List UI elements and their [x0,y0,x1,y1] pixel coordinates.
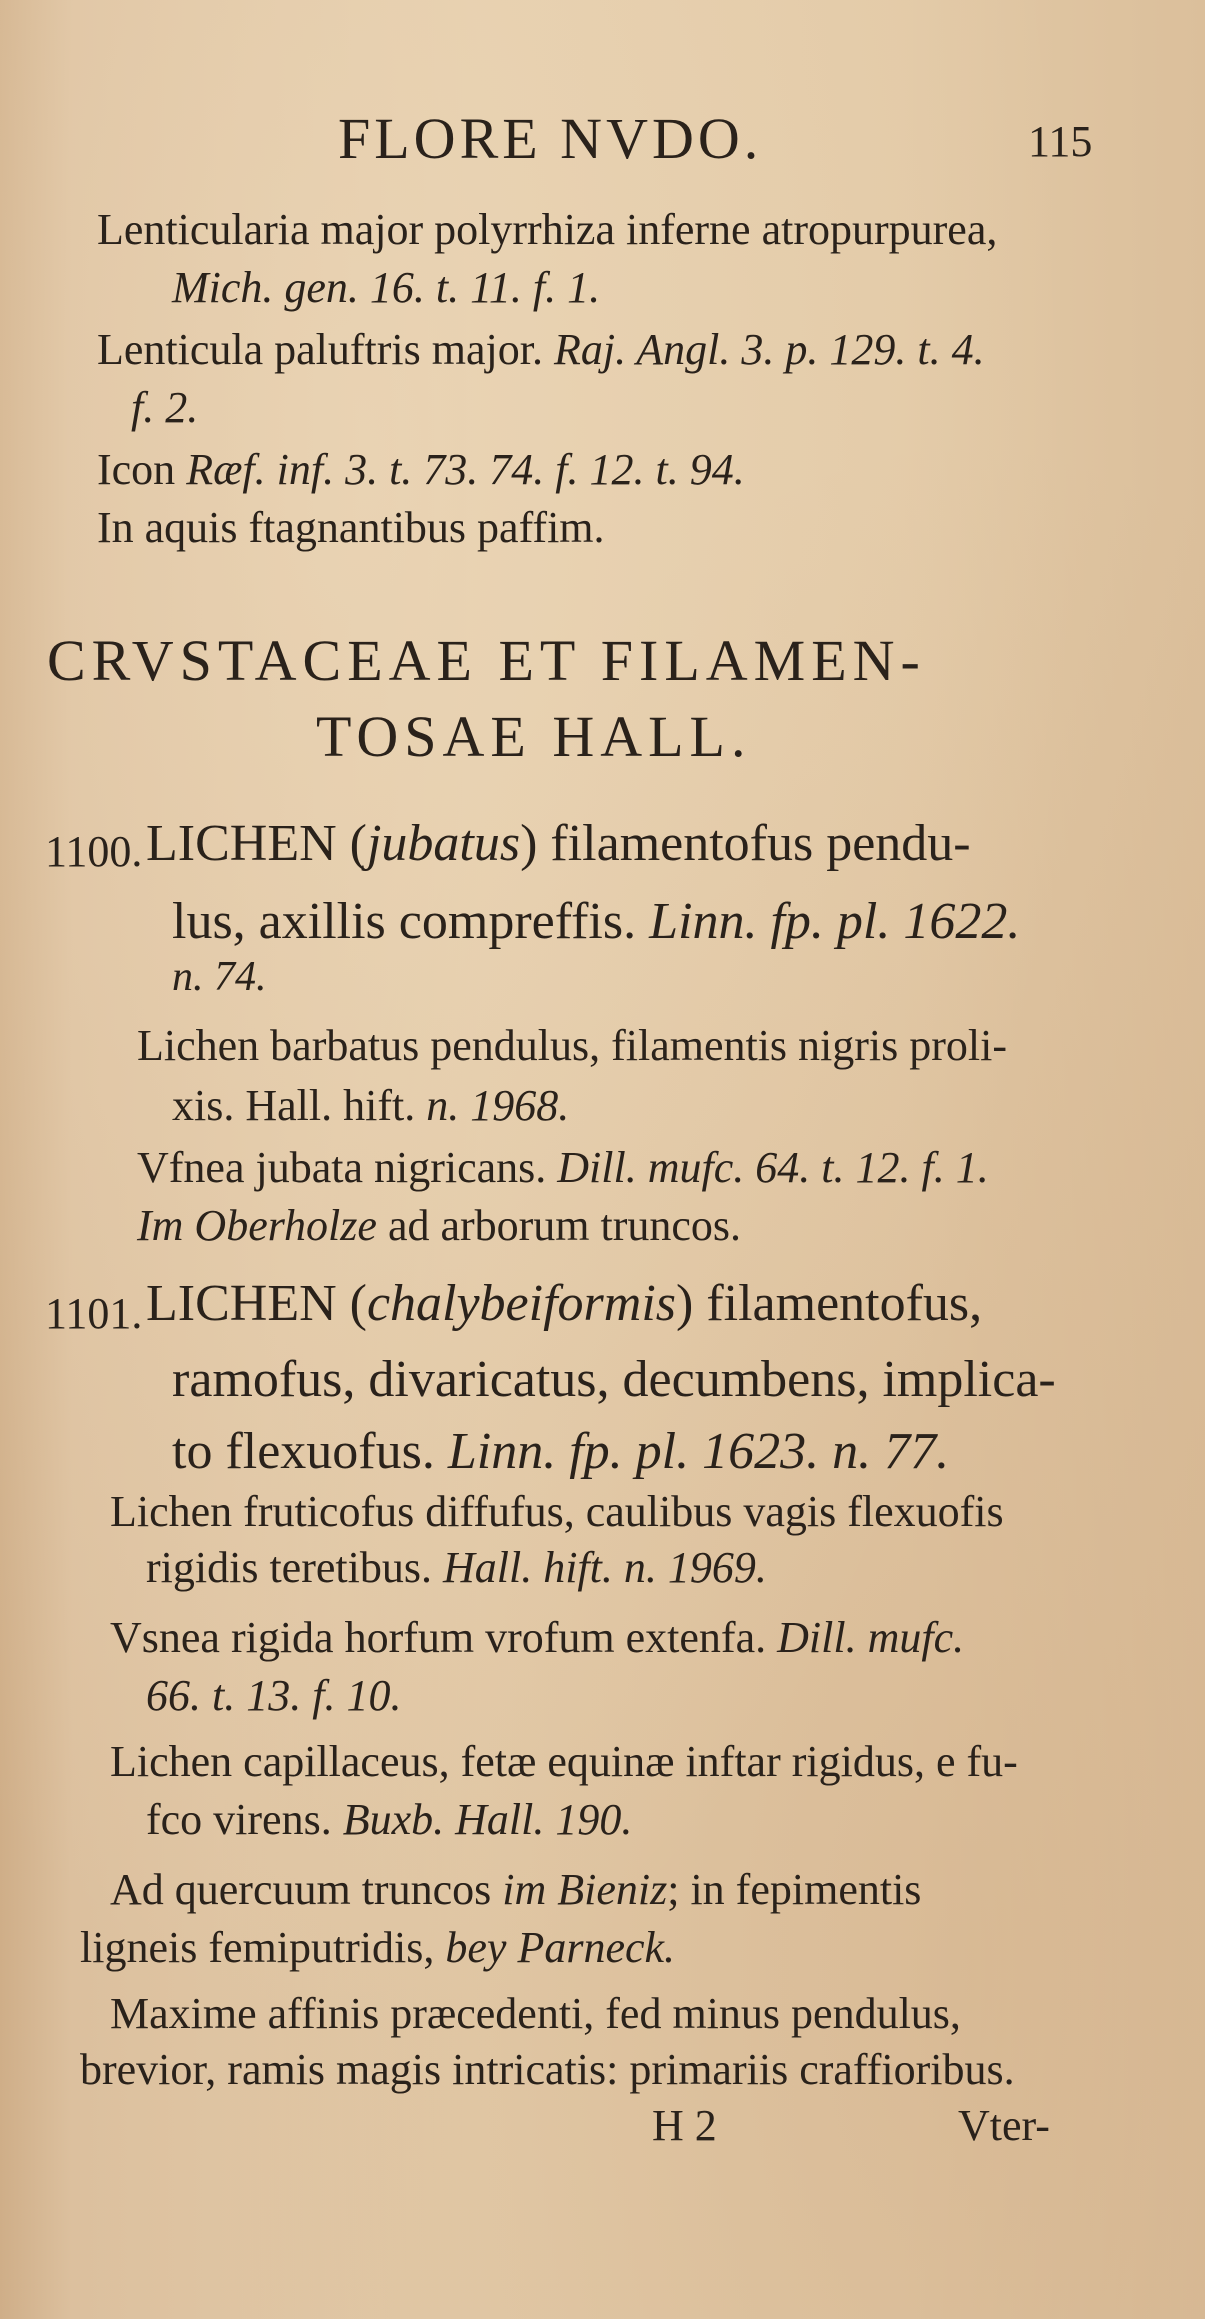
synonym-line: rigidis teretibus. Hall. hift. n. 1969. [146,1543,767,1592]
page-number: 115 [1028,117,1093,166]
entry-title-line: to flexuofus. Linn. fp. pl. 1623. n. 77. [172,1423,950,1480]
entry-number: 1100. [45,827,143,876]
running-head-title: FLORE NVDO. [338,106,763,171]
text-line: Mich. gen. 16. t. 11. f. 1. [172,263,601,312]
habitat-line: Im Oberholze ad arborum truncos. [137,1201,742,1250]
note-line: brevior, ramis magis intricatis: primariis craffioribus. [80,2045,1015,2094]
habitat-line: ligneis femiputridis, bey Parneck. [80,1923,676,1972]
entry-title-line: ramofus, divaricatus, decumbens, implica- [172,1351,1056,1408]
synonym-line: Vfnea jubata nigricans. Dill. mufc. 64. t. 12. f. 1. [137,1143,989,1192]
section-heading-line-2: TOSAE HALL. [316,704,752,769]
entry-title-line: lus, axillis compreffis. Linn. fp. pl. 1622. [172,893,1021,950]
synonym-line: Lichen fruticofus diffufus, caulibus vagis flexuofis [110,1487,1004,1536]
synonym-line: Lichen barbatus pendulus, filamentis nigris proli- [137,1021,1008,1070]
text-line: f. 2. [131,383,199,432]
section-heading-line-1: CRVSTACEAE ET FILAMEN- [47,628,926,693]
entry-title-line: LICHEN (chalybeiformis) filamentofus, [146,1275,983,1332]
entry-title-line: LICHEN (jubatus) filamentofus pendu- [146,815,971,872]
text-line: Icon Ræf. inf. 3. t. 73. 74. f. 12. t. 94. [97,445,745,494]
text-line: Lenticula paluftris major. Raj. Angl. 3. p. 129. t. 4. [97,325,985,374]
synonym-line: Vsnea rigida horfum vrofum extenfa. Dill. mufc. [110,1613,965,1662]
habitat-line: Ad quercuum truncos im Bieniz; in fepimentis [110,1865,922,1914]
entry-number: 1101. [45,1289,143,1338]
text-line: Lenticularia major polyrrhiza inferne atropurpurea, [97,205,998,254]
synonym-line: xis. Hall. hift. n. 1968. [172,1081,570,1130]
text-line: In aquis ftagnantibus paffim. [97,503,605,552]
catchword: Vter- [958,2101,1050,2150]
synonym-line: Lichen capillaceus, fetæ equinæ inftar rigidus, e fu- [110,1737,1018,1786]
entry-title-line: n. 74. [172,954,267,1000]
signature-mark: H 2 [652,2101,717,2150]
synonym-line: fco virens. Buxb. Hall. 190. [146,1795,633,1844]
note-line: Maxime affinis præcedenti, fed minus pendulus, [110,1989,961,2038]
synonym-line: 66. t. 13. f. 10. [146,1671,402,1720]
